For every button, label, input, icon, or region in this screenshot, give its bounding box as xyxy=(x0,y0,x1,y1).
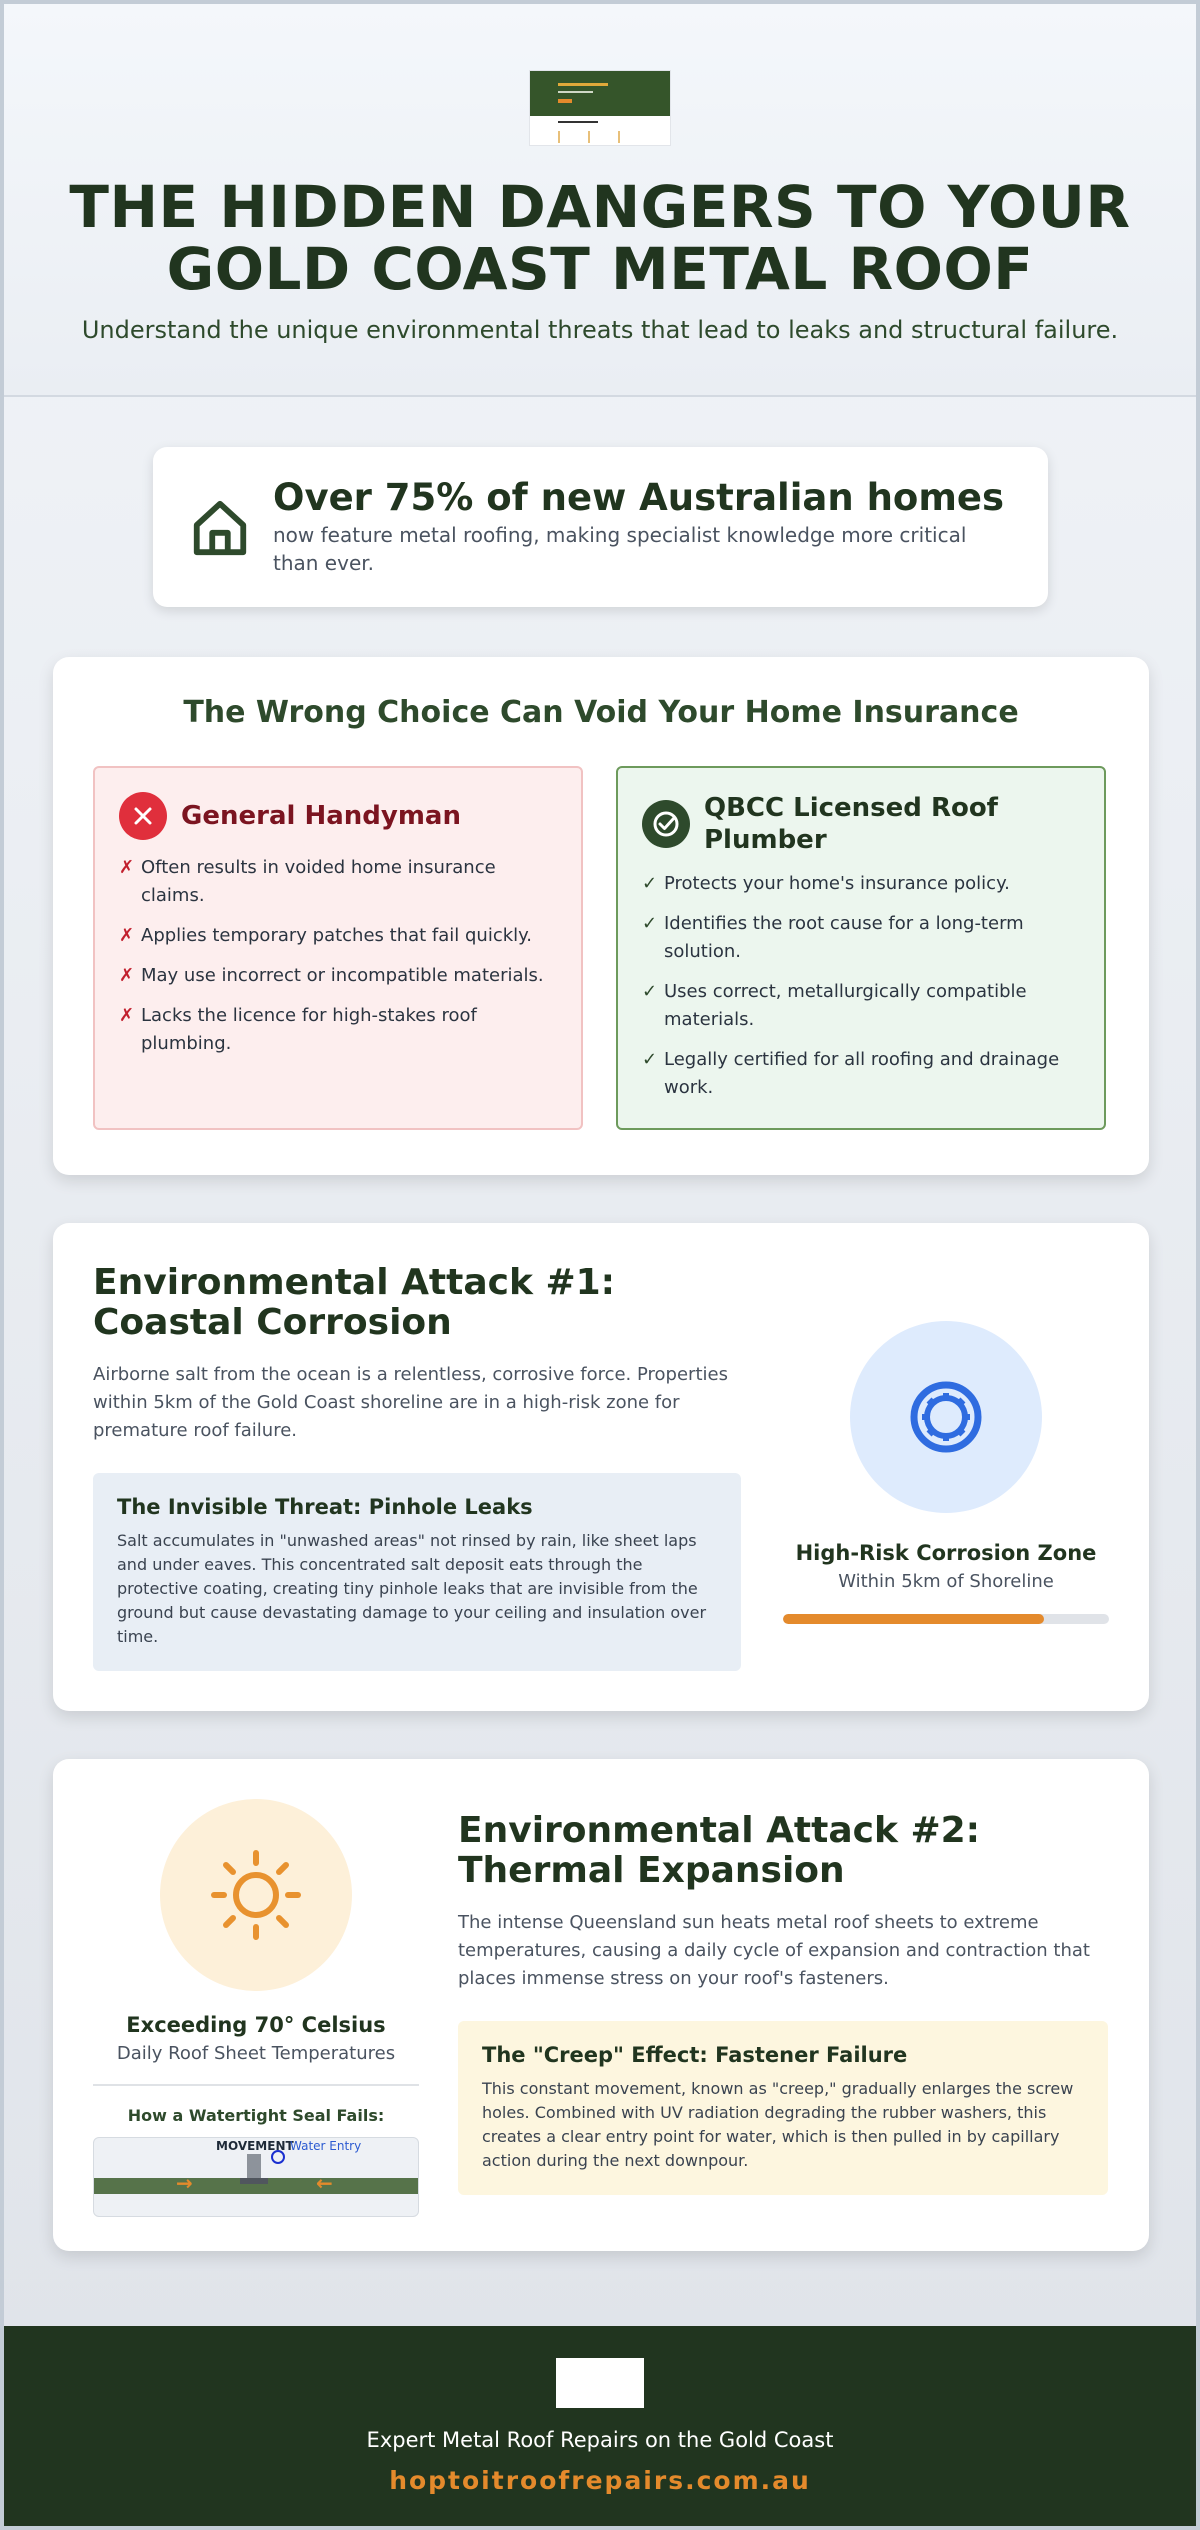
comparison-title: The Wrong Choice Can Void Your Home Insurance xyxy=(183,695,1019,730)
arrow-left-icon: ← xyxy=(316,2171,333,2195)
sun-icon xyxy=(160,1799,352,1991)
risk-bar-fill xyxy=(783,1614,1044,1624)
attack1-description: Airborne salt from the ocean is a relentless, corrosive force. Properties within 5km of the Gold Coast shoreline are in a high-risk zone for premature roof failure. xyxy=(93,1364,728,1441)
handyman-title: General Handyman xyxy=(181,801,461,831)
footer-tagline: Expert Metal Roof Repairs on the Gold Coast xyxy=(366,2428,834,2452)
seal-failure-title: How a Watertight Seal Fails: xyxy=(127,2106,385,2125)
thermal-expansion-section xyxy=(53,1759,1149,2251)
stat-heading: Over 75% of new Australian homes xyxy=(273,476,1005,519)
page-subtitle: Understand the unique environmental threats that lead to leaks and structural failure. xyxy=(81,316,1119,344)
header xyxy=(4,4,1196,397)
creep-callout xyxy=(458,2021,1108,2195)
list-item: ✗ Lacks the licence for high-stakes roof plumbing. xyxy=(119,1005,477,1054)
close-icon xyxy=(119,792,167,840)
stat-card xyxy=(153,447,1048,607)
list-item: ✓ Uses correct, metallurgically compatible materials. xyxy=(642,981,1027,1030)
footer-url-link[interactable]: hoptoitroofrepairs.com.au xyxy=(389,2466,811,2495)
movement-label: MOVEMENT xyxy=(216,2139,294,2153)
water-entry-label: Water Entry xyxy=(290,2139,362,2153)
pinhole-callout xyxy=(93,1473,741,1671)
stat-text: now feature metal roofing, making specialist knowledge more critical than ever. xyxy=(273,523,967,575)
attack2-description: The intense Queensland sun heats metal roof sheets to extreme temperatures, causing a daily cycle of expansion and contraction that places immense stress on your roof's fasteners. xyxy=(458,1912,1090,1989)
list-item: ✗ May use incorrect or incompatible materials. xyxy=(119,965,544,986)
risk-bar xyxy=(783,1614,1109,1624)
handyman-list xyxy=(119,854,557,1058)
temperature-title: Exceeding 70° Celsius xyxy=(126,2013,386,2037)
callout-text: Salt accumulates in "unwashed areas" not rinsed by rain, like sheet laps and under eaves. This concentrated salt deposit eats through the protective coating, creating tiny pinhole leaks that are invisible from the ground but cause devastating damage to your ceiling and insulation over time. xyxy=(117,1531,707,1646)
footer xyxy=(4,2326,1196,2530)
attack1-title: Environmental Attack #1: Coastal Corrosion xyxy=(93,1262,616,1343)
site-preview-image xyxy=(529,70,671,146)
callout-title: The "Creep" Effect: Fastener Failure xyxy=(482,2043,908,2067)
footer-logo xyxy=(556,2358,644,2408)
licensed-plumber-box xyxy=(616,766,1106,1130)
attack2-title: Environmental Attack #2: Thermal Expansion xyxy=(458,1810,981,1891)
corrosion-gear-icon xyxy=(850,1321,1042,1513)
handyman-box xyxy=(93,766,583,1130)
licensed-plumber-title: QBCC Licensed Roof Plumber xyxy=(704,793,998,855)
washer xyxy=(240,2178,268,2184)
licensed-plumber-list xyxy=(642,870,1080,1102)
zone-title: High-Risk Corrosion Zone xyxy=(795,1541,1097,1565)
coastal-corrosion-section xyxy=(53,1223,1149,1711)
callout-title: The Invisible Threat: Pinhole Leaks xyxy=(117,1495,533,1519)
check-badge-icon xyxy=(642,800,690,848)
house-icon xyxy=(189,496,251,558)
list-item: ✓ Legally certified for all roofing and drainage work. xyxy=(642,1049,1060,1098)
page-title: THE HIDDEN DANGERS TO YOUR GOLD COAST METAL ROOF xyxy=(69,173,1131,303)
callout-text: This constant movement, known as "creep," gradually enlarges the screw holes. Combined with UV radiation degrading the rubber washers, this creates a clear entry point for water, which is then pulled in by capillary action during the next downpour. xyxy=(482,2079,1074,2170)
list-item: ✗ Often results in voided home insurance claims. xyxy=(119,857,496,906)
zone-subtitle: Within 5km of Shoreline xyxy=(838,1571,1054,1592)
list-item: ✗ Applies temporary patches that fail quickly. xyxy=(119,925,532,946)
water-drop-icon xyxy=(271,2150,285,2164)
list-item: ✓ Protects your home's insurance policy. xyxy=(642,873,1010,894)
temperature-subtitle: Daily Roof Sheet Temperatures xyxy=(116,2043,396,2064)
arrow-right-icon: → xyxy=(176,2171,193,2195)
list-item: ✓ Identifies the root cause for a long-term solution. xyxy=(642,913,1024,962)
comparison-section xyxy=(53,657,1149,1175)
seal-failure-diagram xyxy=(93,2137,419,2217)
divider xyxy=(93,2084,419,2086)
